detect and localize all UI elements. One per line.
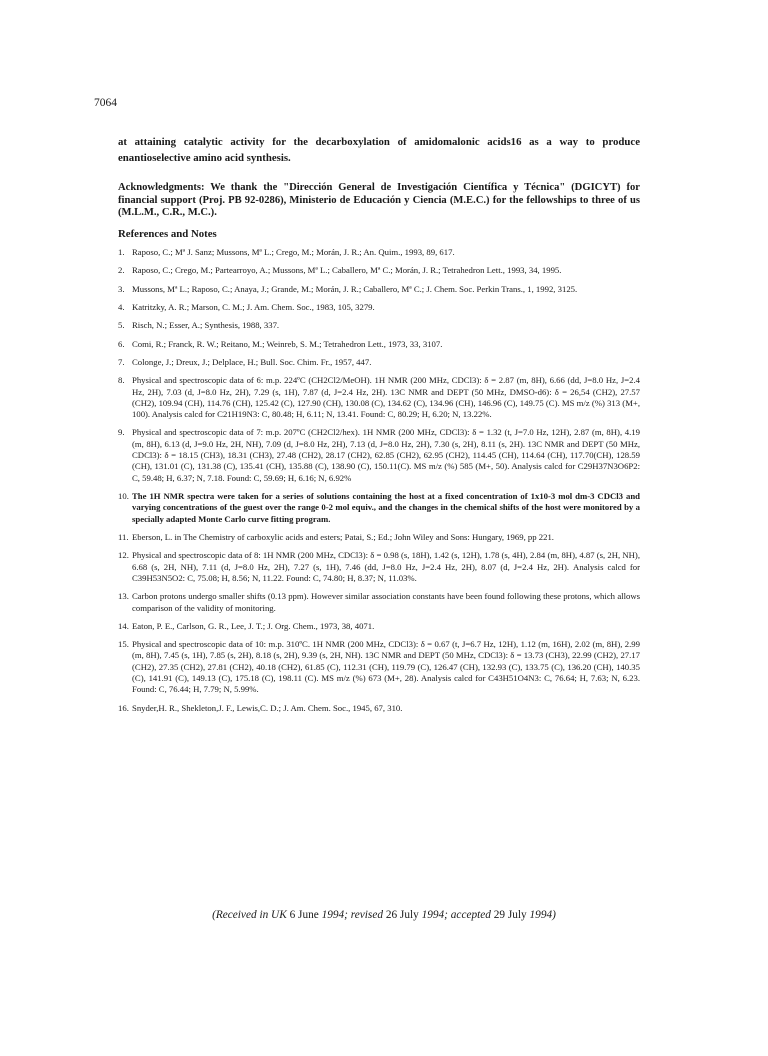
reference-text: Carbon protons undergo smaller shifts (0.13 ppm). However similar association constants have been found following these protons, which allows comparison of the validity of monitoring. — [132, 591, 640, 613]
intro-paragraph: at attaining catalytic activity for the decarboxylation of amidomalonic acids16 as a way to produce enantioselective amino acid synthesis. — [118, 136, 640, 165]
reference-number: 3. — [118, 283, 125, 294]
reference-item — [118, 550, 640, 584]
reference-item — [118, 427, 640, 484]
reference-number: 14. — [118, 620, 129, 631]
acknowledgments-text: We thank the "Dirección General de Investigación Científica y Técnica" (DGICYT) for financial support (Proj. PB 92-0286), Ministerio de Educación y Ciencia (M.E.C.) for the fellowships to three of us (M.L.M., C.R., M.C.). — [118, 182, 640, 219]
reference-text: Mussons, Mª L.; Raposo, C.; Anaya, J.; Grande, M.; Morán, J. R.; Caballero, Mª C.; J. Chem. Soc. Perkin Trans., 1, 1992, 3125. — [132, 283, 578, 294]
reference-number: 6. — [118, 338, 125, 349]
reference-text: Physical and spectroscopic data of 8: 1H NMR (200 MHz, CDCl3): δ = 0.98 (s, 18H), 1.42 (s, 12H), 1.78 (s, 4H), 2.84 (m, 8H), 4.87 (s, 2H, NH), 6.68 (s, 2H, NH), 7.11 (d, J=8.0 Hz, 2H), 7.27 (s, 1H), 7.46 (dd, J=8.0 Hz, J=2.4 Hz, 2H), 8.07 (d, J=2.4 Hz, 2H). Analysis calcd for C39H53N5O2: C, 75.08; H, 8.56; N, 11.22. Found: C, 74.80; H, 8.37; N, 11.03%. — [132, 550, 640, 583]
received-date2: 26 July — [385, 909, 419, 921]
page-number: 7064 — [94, 97, 117, 109]
reference-item — [118, 532, 640, 543]
received-date3: 29 July — [493, 909, 527, 921]
reference-number: 13. — [118, 591, 129, 602]
reference-number: 2. — [118, 265, 125, 276]
acknowledgments-paragraph — [118, 182, 640, 220]
received-part4: 1994; — [418, 909, 451, 921]
reference-number: 11. — [118, 531, 129, 542]
reference-item — [118, 703, 640, 714]
references-list — [118, 247, 640, 721]
reference-item — [118, 339, 640, 350]
reference-item — [118, 302, 640, 313]
reference-number: 1. — [118, 247, 125, 257]
reference-number: 4. — [118, 301, 125, 312]
acknowledgments-lead: Acknowledgments: — [118, 182, 205, 193]
reference-item — [118, 284, 640, 295]
reference-number: 7. — [118, 356, 125, 367]
reference-number: 9. — [118, 427, 125, 438]
reference-item — [118, 491, 640, 525]
references-heading: References and Notes — [118, 228, 217, 240]
received-part1: (Received in UK — [212, 909, 290, 921]
reference-item — [118, 639, 640, 696]
reference-text: Physical and spectroscopic data of 6: m.p. 224ºC (CH2Cl2/MeOH). 1H NMR (200 MHz, CDCl3): δ = 2.87 (m, 8H), 6.66 (dd, J=8.0 Hz, J=2.4 Hz, 2H), 7.03 (d, J=8.0 Hz, 2H), 7.29 (s, 1H), 7.87 (d, J=2.4 Hz, 2H). 13C NMR and DEPT (50 MHz, DMSO-d6): δ = 26,54 (CH2), 27.57 (CH2), 109.94 (CH), 114.76 (CH), 125.42 (C), 127.90 (CH), 130.08 (C), 134.62 (C), 134.96 (CH), 146.96 (C), 149.75 (C). MS m/z (%) 313 (M+, 100). Analysis calcd for C21H19N3: C, 80.48; H, 6.11; N, 13.41. Found: C, 80.29; H, 6.20; N, 13.22%. — [132, 375, 640, 420]
reference-item — [118, 621, 640, 632]
reference-text: Comi, R.; Franck, R. W.; Reitano, M.; Weinreb, S. M.; Tetrahedron Lett., 1973, 33, 3107. — [132, 338, 443, 349]
reference-text: Katritzky, A. R.; Marson, C. M.; J. Am. Chem. Soc., 1983, 105, 3279. — [132, 301, 375, 312]
reference-item — [118, 591, 640, 614]
reference-number: 15. — [118, 639, 129, 650]
received-part5: accepted — [450, 909, 494, 921]
received-part6: 1994) — [526, 909, 556, 921]
reference-item — [118, 265, 640, 276]
reference-text: Eaton, P. E., Carlson, G. R., Lee, J. T.; J. Org. Chem., 1973, 38, 4071. — [132, 620, 375, 631]
received-line — [0, 909, 768, 921]
received-date1: 6 June — [289, 909, 319, 921]
reference-number: 12. — [118, 550, 129, 561]
reference-text: Colonge, J.; Dreux, J.; Delplace, H.; Bull. Soc. Chim. Fr., 1957, 447. — [132, 356, 372, 367]
reference-text: The 1H NMR spectra were taken for a series of solutions containing the host at a fixed concentration of 1x10-3 mol dm-3 CDCl3 and varying concentrations of the guest over the range 0-2 mol equiv., and the changes in the chemical shifts of the host were monitored by a specially adapted Monte Carlo curve fitting program. — [132, 491, 640, 524]
received-part3: revised — [350, 909, 386, 921]
reference-text: Raposo, C.; Crego, M.; Partearroyo, A.; Mussons, Mª L.; Caballero, Mª C.; Morán, J. R.; Tetrahedron Lett., 1993, 34, 1995. — [132, 265, 562, 276]
reference-text: Risch, N.; Esser, A.; Synthesis, 1988, 337. — [132, 320, 280, 331]
reference-number: 10. — [118, 491, 129, 501]
reference-item — [118, 247, 640, 258]
reference-number: 5. — [118, 320, 125, 331]
reference-number: 8. — [118, 375, 125, 386]
reference-text: Snyder,H. R., Shekleton,J. F., Lewis,C. D.; J. Am. Chem. Soc., 1945, 67, 310. — [132, 702, 403, 713]
reference-item — [118, 357, 640, 368]
reference-text: Eberson, L. in The Chemistry of carboxylic acids and esters; Patai, S.; Ed.; John Wiley and Sons: Hungary, 1969, pp 221. — [132, 531, 554, 542]
reference-item — [118, 375, 640, 420]
reference-text: Physical and spectroscopic data of 7: m.p. 207ºC (CH2Cl2/hex). 1H NMR (200 MHz, CDCl3): δ = 1.32 (t, J=7.0 Hz, 12H), 2.87 (m, 8H), 4.19 (m, 8H), 6.13 (d, J=9.0 Hz, 2H, NH), 7.09 (d, J=8.0 Hz, 2H), 7.13 (d, J=8.0 Hz, 2H), 7.30 (s, 2H), 8.11 (s, 2H). 13C NMR and DEPT (50 MHz, CDCl3): δ = 18.15 (CH3), 18.31 (CH3), 27.48 (CH2), 28.17 (CH2), 62.85 (CH2), 62.95 (CH2), 114.45 (CH), 114.64 (CH), 117.70(CH), 128.59 (CH), 131.01 (C), 131.38 (C), 135.41 (CH), 135.88 (C), 138.90 (C), 150.11(C). MS m/z (%) 585 (M+, 50). Analysis calcd for C29H37N3O6P2: C, 59.48; H, 6.37; N, 7.18. Found: C, 59.69; H, 6.16; N, 6.92% — [132, 427, 640, 483]
reference-text: Physical and spectroscopic data of 10: m.p. 310ºC. 1H NMR (200 MHz, CDCl3): δ = 0.67 (t, J=6.7 Hz, 12H), 1.12 (m, 16H), 2.02 (m, 8H), 2.99 (m, 8H), 7.45 (s, 1H), 7.85 (s, 2H), 8.18 (s, 2H), 9.39 (s, 2H, NH). 13C NMR and DEPT (50 MHz, CDCl3): δ = 13.73 (CH3), 22.99 (CH2), 27.17 (CH2), 27.35 (CH2), 27.81 (CH2), 40.18 (CH2), 61.85 (C), 112.31 (CH), 119.79 (C), 126.47 (CH), 132.93 (C), 133.75 (C), 136.20 (CH), 140.35 (C), 141.91 (C), 149.13 (C), 175.18 (C), 198.11 (C). MS m/z (%) 673 (M+, 28). Analysis calcd for C43H51O4N3: C, 76.64; H, 7.63; N, 6.23. Found: C, 76.44; H, 7.79; N, 5.99%. — [132, 639, 640, 695]
reference-item — [118, 320, 640, 331]
reference-number: 16. — [118, 702, 129, 713]
reference-text: Raposo, C.; Mª J. Sanz; Mussons, Mª L.; Crego, M.; Morán, J. R.; An. Quim., 1993, 89, 617. — [132, 247, 455, 257]
received-part2: 1994; — [318, 909, 351, 921]
